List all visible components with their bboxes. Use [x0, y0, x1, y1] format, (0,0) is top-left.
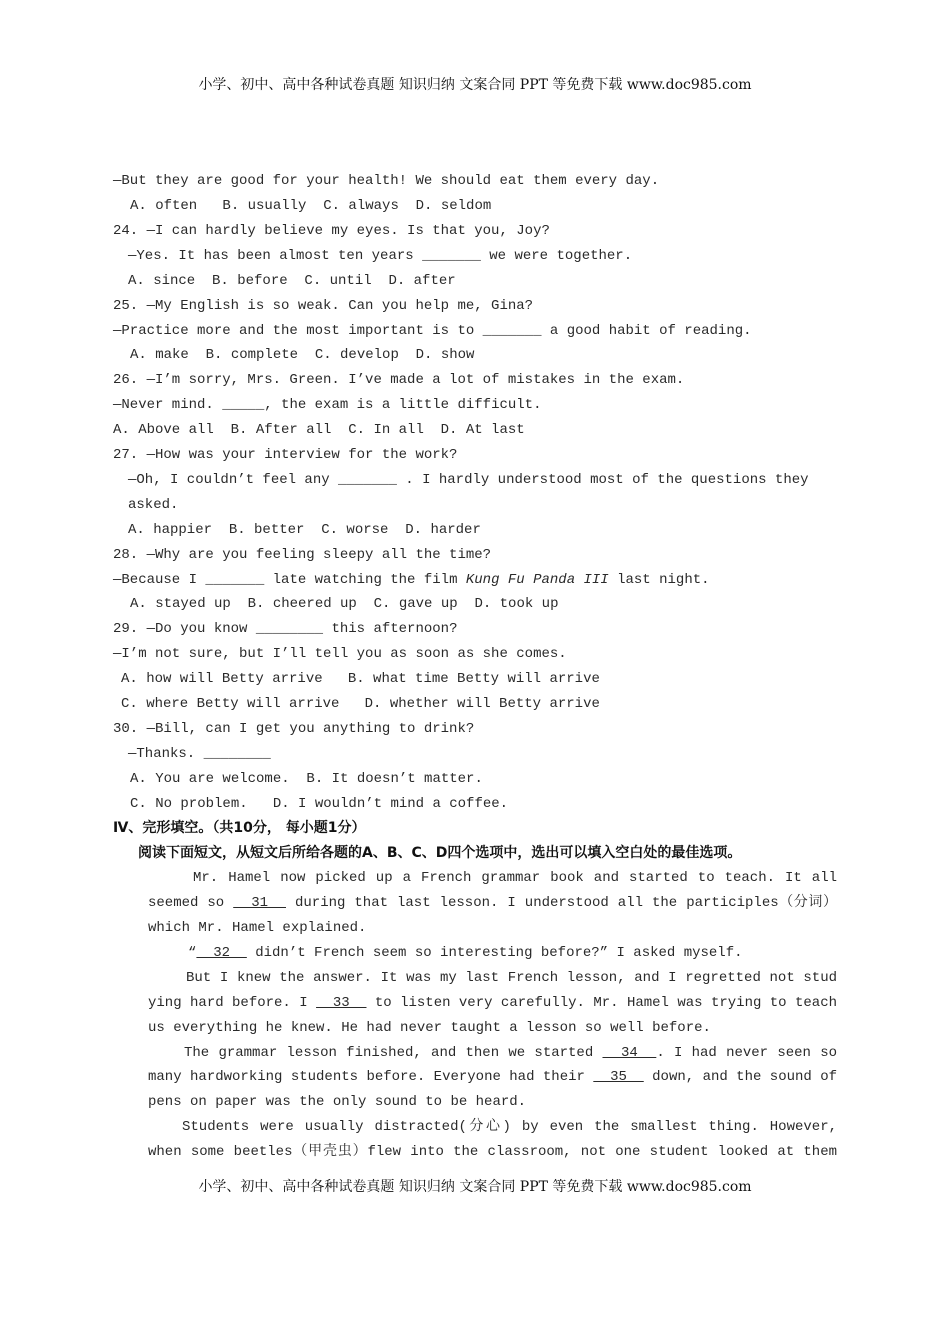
text-line: [130, 795, 508, 813]
text-segment: down, and the sound of: [643, 1069, 838, 1085]
text-line: [128, 745, 271, 763]
text-segment: Students were usually distracted(分心) by even the smallest thing. However,: [182, 1119, 837, 1135]
text-segment: 25. —My English is so weak. Can you help me, Gina?: [113, 298, 534, 314]
text-line: [148, 1019, 711, 1037]
text-segment: . I had never seen so: [656, 1045, 837, 1061]
text-segment: A. how will Betty arrive B. what time Betty will arrive: [121, 671, 600, 687]
text-segment: —Because I: [113, 572, 206, 588]
text-line: [148, 1093, 526, 1111]
text-line: [130, 346, 474, 364]
text-segment: didn’t French seem so interesting before?” I asked myself.: [246, 945, 743, 961]
text-line: [113, 571, 710, 589]
text-segment: pens on paper was the only sound to be heard.: [148, 1094, 527, 1110]
text-segment: —Oh, I couldn’t feel any: [128, 472, 339, 488]
text-segment: during that last lesson. I understood all the participles（分词）: [286, 895, 837, 911]
text-line: [113, 645, 567, 663]
text-segment: A. often B. usually C. always D. seldom: [130, 198, 492, 214]
text-segment: A. happier B. better C. worse D. harder: [128, 522, 481, 538]
text-line: [128, 521, 481, 539]
text-line: [113, 297, 533, 315]
text-line: [113, 222, 550, 240]
text-line: [121, 670, 600, 688]
answer-blank: 34: [602, 1045, 657, 1061]
text-segment: —Never mind.: [113, 397, 223, 413]
text-segment: 阅读下面短文，从短文后所给各题的A、B、C、D四个选项中，选出可以填入空白处的最佳选项。: [138, 845, 742, 861]
text-segment: 30. —Bill, can I get you anything to drink?: [113, 721, 475, 737]
section-heading: [138, 844, 741, 862]
answer-blank: _______: [205, 572, 265, 588]
text-segment: A. stayed up B. cheered up C. gave up D. took up: [130, 596, 559, 612]
text-line: [113, 172, 659, 190]
text-segment: last night.: [608, 572, 710, 588]
text-segment: a good habit of reading.: [541, 323, 752, 339]
text-line: [128, 471, 809, 489]
text-segment: “: [188, 945, 197, 961]
text-line: [113, 371, 684, 389]
text-segment: The grammar lesson finished, and then we started: [184, 1045, 603, 1061]
text-segment: —But they are good for your health! We should eat them every day.: [113, 173, 660, 189]
text-segment: A. make B. complete C. develop D. show: [130, 347, 475, 363]
text-segment: 27. —How was your interview for the work?: [113, 447, 458, 463]
text-line: [130, 595, 558, 613]
text-segment: us everything he knew. He had never taught a lesson so well before.: [148, 1020, 711, 1036]
text-line: [148, 994, 837, 1012]
answer-blank: _______: [338, 472, 397, 488]
text-segment: 29. —Do you know: [113, 621, 256, 637]
text-segment: A. Above all B. After all C. In all D. At last: [113, 422, 525, 438]
text-segment: this afternoon?: [323, 621, 458, 637]
answer-blank: 35: [593, 1069, 644, 1085]
text-line: [130, 197, 491, 215]
answer-blank: ________: [203, 746, 271, 762]
text-line: [148, 894, 837, 912]
text-segment: Ⅳ、完形填空。（共10分， 每小题1分）: [113, 820, 366, 836]
text-line: [130, 770, 483, 788]
text-line: [184, 1044, 837, 1062]
section-heading: [113, 819, 365, 837]
text-segment: , the exam is a little difficult.: [264, 397, 542, 413]
text-line: [128, 496, 178, 514]
text-line: [113, 620, 457, 638]
text-segment: Kung Fu Panda III: [465, 572, 609, 588]
text-line: [148, 919, 366, 937]
text-line: [182, 1118, 837, 1136]
text-line: [121, 695, 600, 713]
text-line: [113, 322, 752, 340]
text-segment: asked.: [128, 497, 179, 513]
text-line: [113, 396, 541, 414]
text-segment: ying hard before. I: [148, 995, 317, 1011]
text-line: [113, 421, 525, 439]
answer-blank: _____: [222, 397, 265, 413]
text-line: [193, 869, 837, 887]
text-segment: late watching the film: [264, 572, 466, 588]
text-segment: . I hardly understood most of the questions they: [396, 472, 809, 488]
answer-blank: _______: [422, 248, 481, 264]
text-segment: 24. —I can hardly believe my eyes. Is that you, Joy?: [113, 223, 550, 239]
text-line: [148, 1143, 837, 1161]
text-line: [188, 944, 743, 962]
text-line: [186, 969, 837, 987]
text-line: [113, 446, 457, 464]
text-line: [113, 720, 474, 738]
text-segment: to listen very carefully. Mr. Hamel was trying to teach: [366, 995, 837, 1011]
text-segment: many hardworking students before. Everyone had their: [148, 1069, 594, 1085]
text-segment: —Practice more and the most important is to: [113, 323, 483, 339]
answer-blank: 31: [233, 895, 286, 911]
text-segment: C. No problem. D. I wouldn’t mind a coffee.: [130, 796, 509, 812]
text-line: [113, 546, 491, 564]
text-segment: —Thanks.: [128, 746, 204, 762]
text-segment: —Yes. It has been almost ten years: [128, 248, 423, 264]
text-segment: A. You are welcome. B. It doesn’t matter.: [130, 771, 483, 787]
text-segment: seemed so: [148, 895, 234, 911]
page-footer: 小学、初中、高中各种试卷真题 知识归纳 文案合同 PPT 等免费下载 www.doc985.com: [198, 1179, 752, 1195]
text-segment: which Mr. Hamel explained.: [148, 920, 367, 936]
text-segment: 28. —Why are you feeling sleepy all the time?: [113, 547, 492, 563]
text-segment: Mr. Hamel now picked up a French grammar book and started to teach. It all: [193, 870, 837, 886]
text-segment: 26. —I’m sorry, Mrs. Green. I’ve made a lot of mistakes in the exam.: [113, 372, 685, 388]
answer-blank: _______: [482, 323, 542, 339]
text-segment: C. where Betty will arrive D. whether will Betty arrive: [121, 696, 600, 712]
text-line: [148, 1068, 837, 1086]
page-header: 小学、初中、高中各种试卷真题 知识归纳 文案合同 PPT 等免费下载 www.doc985.com: [198, 77, 752, 93]
text-segment: we were together.: [480, 248, 633, 264]
answer-blank: 33: [316, 995, 367, 1011]
text-segment: But I knew the answer. It was my last French lesson, and I regretted not stud: [186, 970, 837, 986]
text-segment: —I’m not sure, but I’ll tell you as soon as she comes.: [113, 646, 567, 662]
text-segment: A. since B. before C. until D. after: [128, 273, 456, 289]
text-line: [128, 247, 632, 265]
text-segment: when some beetles（甲壳虫）flew into the classroom, not one student looked at them: [148, 1144, 837, 1160]
answer-blank: ________: [255, 621, 324, 637]
answer-blank: 32: [196, 945, 247, 961]
text-line: [128, 272, 456, 290]
